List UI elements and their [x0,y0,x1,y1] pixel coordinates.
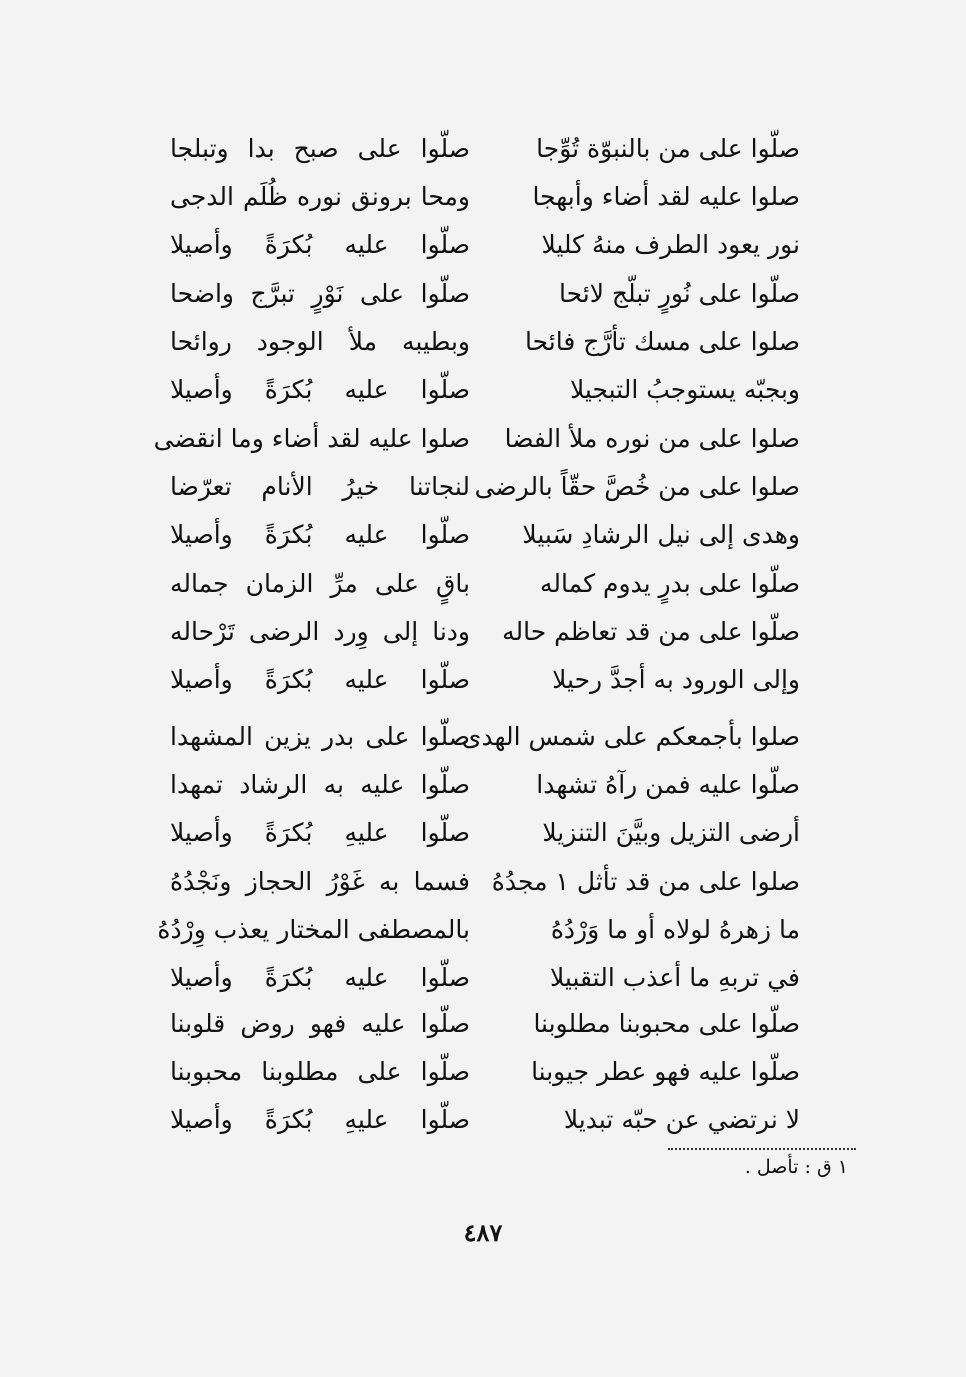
verse-line [170,560,800,608]
verse-left-hemistich: ومحا برونق نوره ظُلَم الدجى [170,182,470,211]
verse-right-hemistich: صلّوا عليه فهو عطر جيوبنا [531,1057,800,1086]
verse-right-hemistich: وبجبّه يستوجبُ التبجيلا [570,375,800,404]
stanza-6 [157,858,800,1002]
verse-right-hemistich: صلوا بأجمعكم على شمس الهدى [461,722,800,751]
verse-line [170,318,800,366]
verse-left-hemistich: صلّوا على صبح بدا وتبلجا [170,134,470,163]
verse-right-hemistich: صلوا على من خُصَّ حقّاً بالرضى [474,472,800,501]
verse-line [170,125,800,173]
verse-line [170,221,800,269]
verse-line [170,608,800,656]
verse-right-hemistich: صلّوا على بدرٍ يدوم كماله [540,569,800,598]
verse-line [170,954,800,1002]
verse-right-hemistich: لا نرتضي عن حبّه تبديلا [563,1105,800,1134]
verse-left-hemistich: صلّوا عليه بُكرَةً وأصيلا [170,665,470,694]
verse-left-hemistich: لنجاتنا خيرُ الأنام تعرّضا [170,472,470,501]
stanza-7 [170,1000,800,1144]
verse-left-hemistich: صلّوا عليه فهو روض قلوبنا [170,1009,470,1038]
verse-left-hemistich: صلّوا عليهِ بُكرَةً وأصيلا [170,818,470,847]
verse-left-hemistich: بالمصطفى المختار يعذب وِرْدُهُ [157,915,470,944]
verse-left-hemistich: صلّوا عليه به الرشاد تمهدا [170,770,470,799]
stanza-5 [170,713,800,857]
verse-right-hemistich: صلّوا على من بالنبوّة تُوِّجا [536,134,800,163]
verse-left-hemistich: صلّوا على مطلوبنا محبوبنا [170,1057,470,1086]
verse-line [153,415,800,463]
verse-line [170,1096,800,1144]
verse-right-hemistich: صلوا على مسك تأرَّج فائحا [524,327,800,356]
verse-line [157,906,800,954]
verse-line [170,809,800,857]
verse-line [170,656,800,704]
verse-right-hemistich: ما زهرهُ لولاه أو ما وَرْدُهُ [550,915,800,944]
stanza-4 [170,560,800,704]
verse-left-hemistich: فسما به غَوْرُ الحجاز ونَجْدُهُ [170,867,470,896]
verse-line [170,761,800,809]
verse-line [170,463,800,511]
verse-right-hemistich: وهدى إلى نيل الرشادِ سَبيلا [522,520,800,549]
footnote-divider [668,1148,856,1150]
verse-left-hemistich: صلّوا على نَوْرٍ تبرَّج واضحا [170,279,470,308]
verse-left-hemistich: صلّوا عليه بُكرَةً وأصيلا [170,375,470,404]
verse-right-hemistich: في تربهِ ما أعذب التقبيلا [550,963,800,992]
verse-line [170,366,800,414]
verse-right-hemistich: صلّوا عليه فمن رآهُ تشهدا [536,770,800,799]
footnote: ١ ق : تأصل . [744,1156,848,1178]
verse-line [170,1000,800,1048]
stanza-2 [170,270,800,414]
verse-right-hemistich: صلّوا على محبوبنا مطلوبنا [533,1009,800,1038]
verse-line [170,1048,800,1096]
verse-line [170,713,800,761]
verse-right-hemistich: صلوا على من قد تأثل ١ مجدُهُ [491,867,800,896]
verse-left-hemistich: ودنا إلى وِرد الرضى تَرْحاله [170,617,470,646]
stanza-1 [170,125,800,269]
verse-left-hemistich: صلّوا على بدر يزين المشهدا [170,722,470,751]
verse-left-hemistich: وبطيبه ملأ الوجود روائحا [170,327,470,356]
verse-right-hemistich: صلّوا على نُورٍ تبلّج لائحا [558,279,800,308]
verse-right-hemistich: نور يعود الطرف منهُ كليلا [541,230,800,259]
verse-line [170,858,800,906]
verse-left-hemistich: صلّوا عليه بُكرَةً وأصيلا [170,230,470,259]
verse-right-hemistich: صلّوا على من قد تعاظم حاله [502,617,800,646]
stanza-3 [153,415,800,559]
verse-left-hemistich: باقٍ على مرِّ الزمان جماله [170,569,470,598]
verse-left-hemistich: صلّوا عليهِ بُكرَةً وأصيلا [170,1105,470,1134]
verse-right-hemistich: صلوا عليه لقد أضاء وأبهجا [532,182,800,211]
verse-line [170,511,800,559]
verse-right-hemistich: أرضى التزيل وبيَّنَ التنزيلا [542,818,800,847]
verse-left-hemistich: صلّوا عليه بُكرَةً وأصيلا [170,963,470,992]
verse-line [170,270,800,318]
verse-right-hemistich: وإلى الورود به أجدَّ رحيلا [552,665,800,694]
verse-line [170,173,800,221]
verse-left-hemistich: صلّوا عليه بُكرَةً وأصيلا [170,520,470,549]
page-number: ٤٨٧ [463,1218,503,1247]
verse-right-hemistich: صلوا على من نوره ملأ الفضا [504,424,800,453]
verse-left-hemistich: صلوا عليه لقد أضاء وما انقضى [153,424,470,453]
